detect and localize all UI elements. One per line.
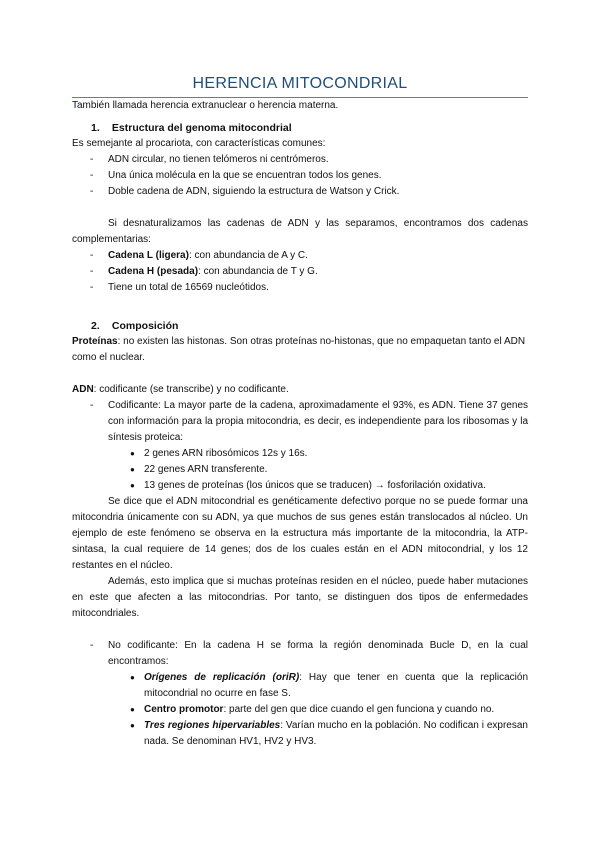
mutations-paragraph: Además, esto implica que si muchas proteínas residen en el núcleo, puede haber mutaciones en este que afecten a las mitocondrias. Por tanto, se distinguen dos tipos de enfermedades mitocondriales.: [72, 576, 528, 619]
defective-dna-paragraph: Se dice que el ADN mitocondrial es genéticamente defectivo porque no se puede formar una mitocondria únicamente con su ADN, ya que muchos de sus genes están translocados al núcleo. Un ejemplo de este fenómeno se observa en la estructura más importante de la mitocondria, la ATP-sintasa, la cual requiere de 14 genes; dos de los cuales están en el ADN mitocondrial, y los 12 restantes en el núcleo.: [72, 496, 528, 571]
list-item: - Cadena H (pesada): con abundancia de T y G.: [72, 264, 528, 280]
chains-list: [72, 248, 528, 296]
intro-text: También llamada herencia extranuclear o herencia materna.: [72, 100, 339, 111]
dna-paragraph: ADN: codificante (se transcribe) y no codificante.: [72, 384, 289, 395]
bullet-icon: ●: [130, 673, 135, 682]
list-item: - ADN circular, no tienen telómeros ni centrómeros.: [72, 152, 528, 168]
bullet-icon: ●: [130, 481, 135, 490]
bullet-icon: ●: [130, 465, 135, 474]
list-item: - Doble cadena de ADN, siguiendo la estructura de Watson y Crick.: [72, 184, 528, 200]
document-page: [72, 0, 528, 750]
list-item: - Cadena L (ligera): con abundancia de A y C.: [72, 248, 528, 264]
hypervariable-label: Tres regiones hipervariables: [144, 720, 281, 731]
list-item: ● Tres regiones hipervariables: Varían mucho en la población. No codifican i expresan nada. Se denominan HV1, HV2 y HV3.: [130, 720, 528, 747]
proteins-label: Proteínas: [72, 336, 118, 347]
bullet-icon: ●: [130, 705, 135, 714]
list-item: ● Centro promotor: parte del gen que dice cuando el gen funciona y cuando no.: [72, 702, 528, 718]
list-item: - Codificante: La mayor parte de la cadena, aproximadamente el 93%, es ADN. Tiene 37 genes con información para la propia mitocondria, es decir, es independiente para los ribosomas y la síntesis proteica:: [72, 398, 528, 446]
section-2-heading: [91, 318, 528, 334]
list-item: - No codificante: En la cadena H se forma la región denominada Bucle D, en la cual encontramos:: [72, 638, 528, 670]
bullet-icon: ●: [130, 449, 135, 458]
section-1-heading: [91, 120, 528, 136]
chain-h-label: Cadena H (pesada): [108, 266, 199, 277]
proteins-paragraph: Proteínas: no existen las histonas. Son otras proteínas no-histonas, que no empaquetan tanto el ADN como el nuclear.: [72, 336, 526, 363]
section-1-lead: Es semejante al procariota, con características comunes:: [72, 138, 326, 149]
section-1-title: Estructura del genoma mitocondrial: [111, 122, 292, 134]
dna-label: ADN: [72, 384, 94, 395]
features-list: [72, 152, 528, 200]
page-title: HERENCIA MITOCONDRIAL: [192, 75, 408, 92]
coding-genes-list: [72, 446, 528, 494]
origins-label: Orígenes de replicación (oriR): [144, 672, 300, 683]
noncoding-list: [72, 638, 528, 670]
list-item: ● 2 genes ARN ribosómicos 12s y 16s.: [72, 446, 528, 462]
denaturation-paragraph: Si desnaturalizamos las cadenas de ADN y las separamos, encontramos dos cadenas complementarias:: [72, 218, 528, 245]
list-item: ● 22 genes ARN transferente.: [72, 462, 528, 478]
list-item: - Tiene un total de 16569 nucleótidos.: [72, 280, 528, 296]
list-item: ● 13 genes de proteínas (los únicos que se traducen) → fosforilación oxidativa.: [72, 478, 528, 494]
list-item: - Una única molécula en la que se encuentran todos los genes.: [72, 168, 528, 184]
bullet-icon: ●: [130, 721, 135, 730]
noncoding-regions-list: [72, 670, 528, 750]
list-item: ● Orígenes de replicación (oriR): Hay que tener en cuenta que la replicación mitocondrial no ocurre en fase S.: [130, 672, 529, 699]
section-1-number: 1.: [91, 122, 100, 134]
promoter-label: Centro promotor: [144, 704, 224, 715]
coding-list: [72, 398, 528, 446]
section-2-number: 2.: [91, 320, 100, 332]
section-2-title: Composición: [111, 320, 179, 332]
chain-l-label: Cadena L (ligera): [108, 250, 189, 261]
